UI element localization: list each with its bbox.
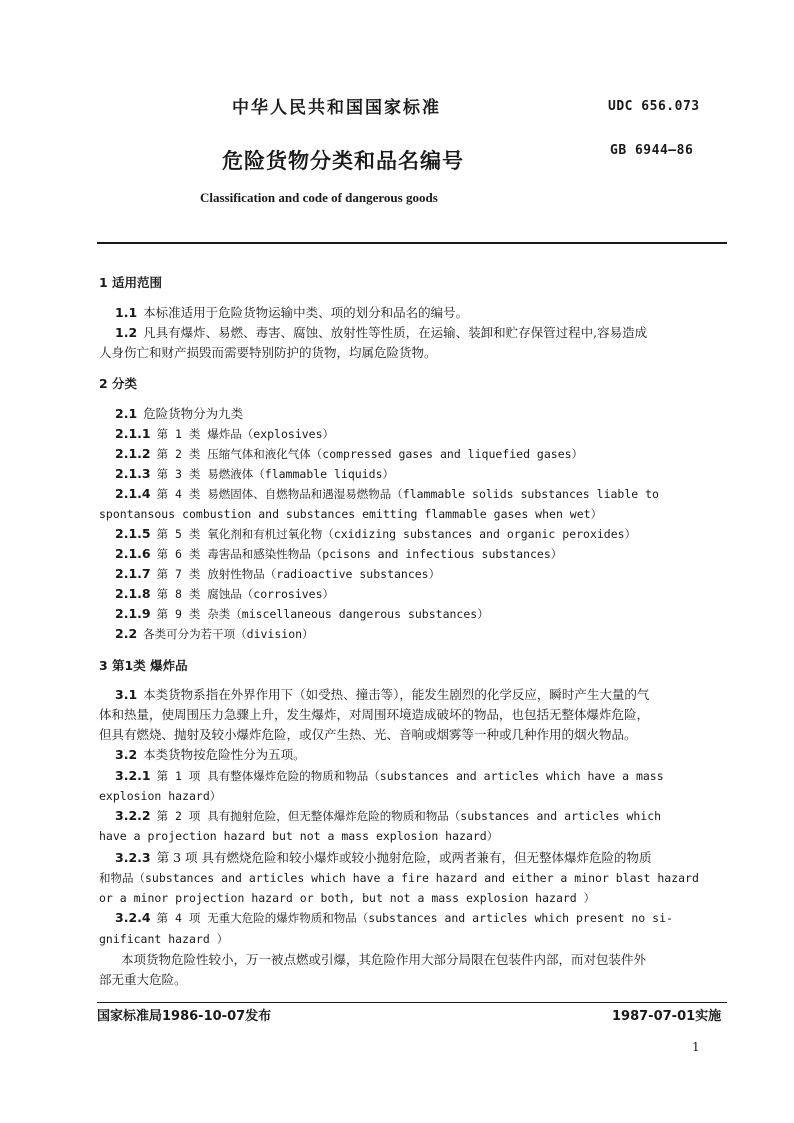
clause-text: 第 7 类 放射性物品（radioactive substances） (156, 567, 441, 581)
clause-text: 第 3 类 易燃液体（flammable liquids） (156, 467, 394, 481)
clause-3-2-4-note: 本项货物危险性较小，万一被点燃或引爆，其危险作用大部分局限在包装件内部，而对包装件外 (121, 952, 647, 967)
clause-number: 2.1.6 (115, 546, 151, 561)
clause-text: 本类货物系指在外界作用下（如受热、撞击等），能发生剧烈的化学反应，瞬时产生大量的气 (143, 687, 650, 702)
clause-2-1-4-continuation: spontansous combustion and substances emitting flammable gases when wet） (99, 507, 603, 521)
clause-text: 第 4 项 无重大危险的爆炸物质和物品（substances and articles which present no si- (156, 911, 673, 925)
issue-date: 国家标准局1986-10-07发布 (97, 1009, 272, 1024)
footer-divider (97, 1002, 727, 1003)
clause-3-2-4-continuation: gnificant hazard ） (99, 932, 229, 946)
clause-2-2 (99, 624, 723, 644)
clause-2-1-3 (99, 464, 723, 484)
clause-number: 2.1.2 (115, 446, 151, 461)
clause-3-1-line2: 体和热量，使周围压力急骤上升，发生爆炸，对周围环境造成破坏的物品，也包括无整体爆炸危险， (99, 707, 650, 722)
udc-code: UDC 656.073 (608, 99, 700, 114)
effective-date: 1987-07-01实施 (612, 1009, 722, 1024)
clause-text: 本类货物按危险性分为五项。 (143, 747, 306, 762)
clause-2-1 (99, 404, 723, 424)
clause-3-2-2 (99, 806, 723, 826)
clause-number: 2.1.1 (115, 426, 151, 441)
clause-3-2-3 (99, 848, 723, 868)
clause-number: 3.2.1 (115, 768, 151, 783)
clause-number: 3.1 (115, 687, 138, 702)
clause-2-1-5 (99, 524, 723, 544)
clause-text: 第 6 类 毒害品和感染性物品（pcisons and infectious substances） (156, 547, 563, 561)
document-title-en: Classification and code of dangerous goods (200, 190, 438, 205)
clause-number: 3.2.4 (115, 910, 151, 925)
clause-text: 第 1 项 具有整体爆炸危险的物质和物品（substances and articles which have a mass (156, 769, 664, 783)
clause-number: 3.2 (115, 747, 138, 762)
clause-number: 3.2.2 (115, 808, 151, 823)
clause-number: 3.2.3 (115, 850, 151, 865)
clause-text: 第 2 项 具有抛射危险，但无整体爆炸危险的物质和物品（substances and articles which (156, 809, 662, 823)
clause-3-2-4 (99, 908, 723, 928)
clause-text: 第 9 类 杂类（miscellaneous dangerous substances） (156, 607, 489, 621)
clause-text: 各类可分为若干项（division） (143, 627, 314, 641)
clause-text: 本标准适用于危险货物运输中类、项的划分和品名的编号。 (143, 305, 469, 320)
clause-number: 2.1.3 (115, 466, 151, 481)
clause-number: 2.1.7 (115, 566, 151, 581)
clause-1-2 (99, 323, 723, 343)
clause-2-1-9 (99, 604, 723, 624)
clause-text: 第 3 项 具有燃烧危险和较小爆炸或较小抛射危险，或两者兼有，但无整体爆炸危险的物质 (156, 850, 652, 865)
standard-label: 中华人民共和国国家标准 (232, 98, 441, 118)
section-2-heading: 2 分类 (99, 376, 138, 391)
clause-text: 第 1 类 爆炸品（explosives） (156, 427, 335, 441)
clause-2-1-4 (99, 484, 723, 504)
clause-2-1-2 (99, 444, 723, 464)
clause-3-2-4-note-continuation: 部无重大危险。 (99, 972, 187, 987)
clause-3-2-2-continuation: have a projection hazard but not a mass explosion hazard） (99, 829, 499, 843)
clause-text: 第 5 类 氧化剂和有机过氧化物（cxidizing substances and organic peroxides） (156, 527, 637, 541)
header-divider (97, 242, 727, 244)
clause-text: 凡具有爆炸、易燃、毒害、腐蚀、放射性等性质，在运输、装卸和贮存保管过程中,容易造成 (143, 325, 648, 340)
clause-3-1-line3: 但具有燃烧、抛射及较小爆炸危险，或仅产生热、光、音响或烟雾等一种或几种作用的烟火物品。 (99, 727, 637, 742)
gb-code: GB 6944—86 (610, 143, 694, 158)
clause-2-1-1 (99, 424, 723, 444)
clause-number: 1.2 (115, 325, 138, 340)
clause-3-2-3-line2: 和物品（substances and articles which have a fire hazard and either a minor blast hazard (99, 871, 699, 885)
clause-3-2 (99, 745, 723, 765)
clause-number: 2.1.5 (115, 526, 151, 541)
section-1-heading: 1 适用范围 (99, 275, 163, 290)
clause-number: 2.1.4 (115, 486, 151, 501)
clause-number: 2.1 (115, 406, 138, 421)
document-title-cn: 危险货物分类和品名编号 (222, 149, 464, 173)
clause-number: 2.1.9 (115, 606, 151, 621)
clause-number: 1.1 (115, 305, 138, 320)
clause-text: 第 8 类 腐蚀品（corrosives） (156, 587, 335, 601)
clause-3-2-1 (99, 766, 723, 786)
clause-1-2-continuation: 人身伤亡和财产损毁而需要特别防护的货物，均属危险货物。 (99, 345, 437, 360)
clause-text: 第 4 类 易燃固体、自燃物品和遇湿易燃物品（flammable solids substances liable to (156, 487, 659, 501)
clause-2-1-8 (99, 584, 723, 604)
clause-text: 第 2 类 压缩气体和液化气体（compressed gases and liquefied gases） (156, 447, 584, 461)
clause-2-1-7 (99, 564, 723, 584)
clause-number: 2.1.8 (115, 586, 151, 601)
clause-number: 2.2 (115, 626, 138, 641)
clause-2-1-6 (99, 544, 723, 564)
clause-3-1 (99, 685, 723, 705)
clause-text: 危险货物分为九类 (143, 406, 244, 421)
clause-3-2-1-continuation: explosion hazard） (99, 789, 222, 803)
page-number: 1 (692, 1040, 700, 1054)
clause-1-1 (99, 303, 723, 323)
section-3-heading: 3 第1类 爆炸品 (99, 658, 188, 673)
clause-3-2-3-line3: or a minor projection hazard or both, but not a mass explosion hazard ） (99, 891, 596, 905)
